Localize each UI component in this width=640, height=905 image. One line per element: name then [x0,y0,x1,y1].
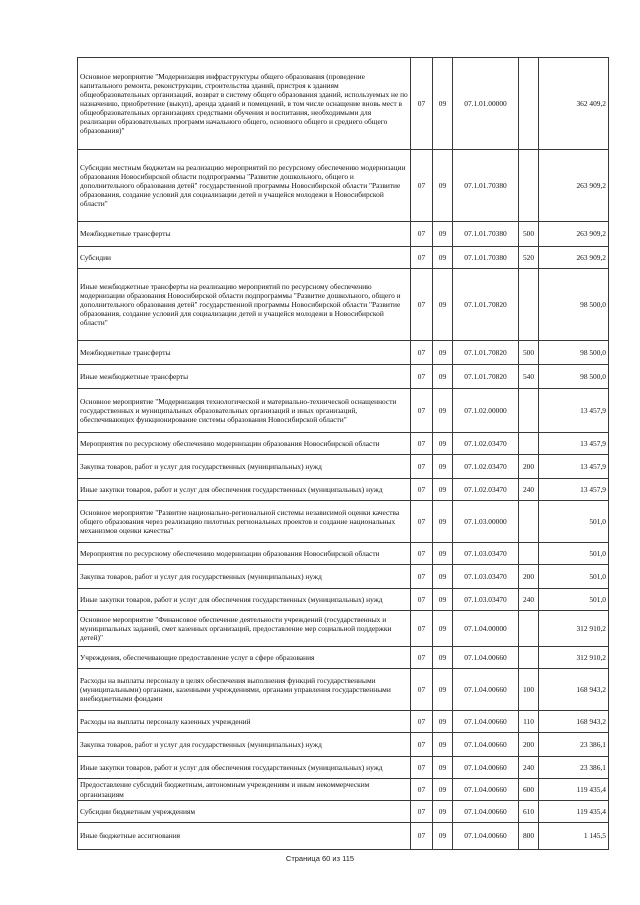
expense-type-code [519,150,539,222]
target-article-code: 07.1.04.00660 [453,647,519,669]
expense-type-code: 240 [519,589,539,611]
section-code: 07 [411,711,433,733]
table-row [78,341,609,365]
expense-type-code [519,58,539,150]
table-row [78,247,609,269]
section-code: 07 [411,669,433,711]
target-article-code: 07.1.01.70380 [453,247,519,269]
amount: 501,0 [539,589,609,611]
row-name: Иные закупки товаров, работ и услуг для обеспечения государственных (муниципальных) нужд [78,479,411,501]
amount: 98 500,0 [539,269,609,341]
table-row [78,479,609,501]
target-article-code: 07.1.04.00660 [453,757,519,779]
expense-type-code: 240 [519,757,539,779]
target-article-code: 07.1.01.00000 [453,58,519,150]
table-row [78,543,609,565]
expense-type-code [519,269,539,341]
row-name: Иные закупки товаров, работ и услуг для обеспечения государственных (муниципальных) нужд [78,589,411,611]
table-row [78,150,609,222]
expense-type-code: 110 [519,711,539,733]
target-article-code: 07.1.03.03470 [453,543,519,565]
row-name: Закупка товаров, работ и услуг для государственных (муниципальных) нужд [78,565,411,589]
table-row [78,669,609,711]
expense-type-code: 200 [519,455,539,479]
table-row [78,647,609,669]
section-code: 07 [411,479,433,501]
table-row [78,611,609,647]
row-name: Межбюджетные трансферты [78,222,411,247]
amount: 501,0 [539,543,609,565]
section-code: 07 [411,365,433,389]
section-code: 07 [411,757,433,779]
section-code: 07 [411,341,433,365]
expense-type-code [519,501,539,543]
row-name: Расходы на выплаты персоналу в целях обеспечения выполнения функций государственными (муниципальными) органами, казенными учреждениями, органами управления государственными внебюджетными фондами [78,669,411,711]
section-code: 07 [411,543,433,565]
subsection-code: 09 [433,501,453,543]
row-name: Мероприятия по ресурсному обеспечению модернизации образования Новосибирской области [78,543,411,565]
section-code: 07 [411,150,433,222]
row-name: Иные межбюджетные трансферты [78,365,411,389]
expense-type-code: 520 [519,247,539,269]
section-code: 07 [411,801,433,823]
row-name: Расходы на выплаты персоналу казенных учреждений [78,711,411,733]
section-code: 07 [411,433,433,455]
row-name: Субсидии местным бюджетам на реализацию мероприятий по ресурсному обеспечению модернизации образования Новосибирской области подпрограммы "Развитие дошкольного, общего и дополнительного образования детей" государственной программы Новосибирской области "Развитие образования, создание условий для социализации детей и учащейся молодежи в Новосибирской области" [78,150,411,222]
amount: 23 386,1 [539,733,609,757]
section-code: 07 [411,733,433,757]
target-article-code: 07.1.02.00000 [453,389,519,433]
target-article-code: 07.1.01.70380 [453,150,519,222]
target-article-code: 07.1.04.00660 [453,779,519,801]
table-row [78,222,609,247]
table-row [78,58,609,150]
subsection-code: 09 [433,757,453,779]
row-name: Мероприятия по ресурсному обеспечению модернизации образования Новосибирской области [78,433,411,455]
table-row [78,269,609,341]
row-name: Иные закупки товаров, работ и услуг для обеспечения государственных (муниципальных) нужд [78,757,411,779]
target-article-code: 07.1.01.70820 [453,269,519,341]
target-article-code: 07.1.01.70380 [453,222,519,247]
subsection-code: 09 [433,269,453,341]
section-code: 07 [411,565,433,589]
table-row [78,801,609,823]
row-name: Основное мероприятие "Финансовое обеспечение деятельности учреждений (государственных и муниципальных заданий, смет казенных организаций, предоставление мер социальной поддержки детей)" [78,611,411,647]
expense-type-code: 200 [519,733,539,757]
target-article-code: 07.1.03.03470 [453,589,519,611]
expense-type-code: 200 [519,565,539,589]
expense-type-code: 240 [519,479,539,501]
amount: 263 909,2 [539,150,609,222]
amount: 1 145,5 [539,823,609,850]
expense-type-code [519,543,539,565]
row-name: Субсидии бюджетным учреждениям [78,801,411,823]
amount: 501,0 [539,501,609,543]
amount: 98 500,0 [539,341,609,365]
table-row [78,389,609,433]
expense-type-code [519,611,539,647]
table-row [78,433,609,455]
table-row [78,733,609,757]
subsection-code: 09 [433,543,453,565]
row-name: Предоставление субсидий бюджетным, автономным учреждениям и иным некоммерческим организациям [78,779,411,801]
subsection-code: 09 [433,150,453,222]
expense-type-code [519,389,539,433]
expense-type-code: 600 [519,779,539,801]
subsection-code: 09 [433,611,453,647]
row-name: Иные бюджетные ассигнования [78,823,411,850]
table-row [78,779,609,801]
amount: 312 910,2 [539,647,609,669]
budget-table [77,57,609,850]
subsection-code: 09 [433,222,453,247]
section-code: 07 [411,269,433,341]
target-article-code: 07.1.04.00660 [453,823,519,850]
table-row [78,711,609,733]
row-name: Закупка товаров, работ и услуг для государственных (муниципальных) нужд [78,455,411,479]
subsection-code: 09 [433,589,453,611]
subsection-code: 09 [433,801,453,823]
subsection-code: 09 [433,247,453,269]
target-article-code: 07.1.04.00660 [453,711,519,733]
section-code: 07 [411,222,433,247]
subsection-code: 09 [433,479,453,501]
expense-type-code: 500 [519,341,539,365]
expense-type-code: 100 [519,669,539,711]
subsection-code: 09 [433,733,453,757]
table-row [78,365,609,389]
section-code: 07 [411,247,433,269]
subsection-code: 09 [433,58,453,150]
amount: 23 386,1 [539,757,609,779]
section-code: 07 [411,823,433,850]
expense-type-code: 610 [519,801,539,823]
amount: 119 435,4 [539,779,609,801]
amount: 13 457,9 [539,455,609,479]
target-article-code: 07.1.02.03470 [453,479,519,501]
amount: 263 909,2 [539,222,609,247]
expense-type-code [519,647,539,669]
subsection-code: 09 [433,365,453,389]
subsection-code: 09 [433,433,453,455]
expense-type-code: 500 [519,222,539,247]
target-article-code: 07.1.02.03470 [453,455,519,479]
amount: 13 457,9 [539,433,609,455]
target-article-code: 07.1.03.00000 [453,501,519,543]
amount: 168 943,2 [539,669,609,711]
subsection-code: 09 [433,455,453,479]
amount: 168 943,2 [539,711,609,733]
target-article-code: 07.1.04.00660 [453,669,519,711]
target-article-code: 07.1.02.03470 [453,433,519,455]
amount: 13 457,9 [539,389,609,433]
table-row [78,565,609,589]
section-code: 07 [411,501,433,543]
row-name: Закупка товаров, работ и услуг для государственных (муниципальных) нужд [78,733,411,757]
row-name: Субсидии [78,247,411,269]
subsection-code: 09 [433,389,453,433]
row-name: Основное мероприятие "Модернизация инфраструктуры общего образования (проведение капитального ремонта, реконструкции, строительства зданий, пристроя к зданиям общеобразовательных организаций, возврат в систему общего образования зданий, используемых не по назначению, приобретение (выкуп), аренда зданий и помещений, в том числе оснащение вновь мест в общеобразовательных организациях средствами обучения и воспитания, необходимыми для реализации образовательных программ начального общего, основного общего и среднего общего образования)" [78,58,411,150]
target-article-code: 07.1.04.00660 [453,801,519,823]
amount: 119 435,4 [539,801,609,823]
row-name: Основное мероприятие "Развитие национально-региональной системы независимой оценки качества общего образования через реализацию пилотных региональных проектов и создание национальных механизмов оценки качества" [78,501,411,543]
section-code: 07 [411,779,433,801]
subsection-code: 09 [433,647,453,669]
amount: 312 910,2 [539,611,609,647]
section-code: 07 [411,589,433,611]
table-row [78,757,609,779]
target-article-code: 07.1.01.70820 [453,365,519,389]
section-code: 07 [411,455,433,479]
target-article-code: 07.1.03.03470 [453,565,519,589]
expense-type-code: 800 [519,823,539,850]
target-article-code: 07.1.01.70820 [453,341,519,365]
expense-type-code: 540 [519,365,539,389]
table-row [78,501,609,543]
target-article-code: 07.1.04.00000 [453,611,519,647]
section-code: 07 [411,611,433,647]
subsection-code: 09 [433,341,453,365]
page-number: Страница 60 из 115 [285,854,355,863]
row-name: Межбюджетные трансферты [78,341,411,365]
subsection-code: 09 [433,779,453,801]
section-code: 07 [411,389,433,433]
amount: 263 909,2 [539,247,609,269]
subsection-code: 09 [433,669,453,711]
section-code: 07 [411,58,433,150]
subsection-code: 09 [433,565,453,589]
subsection-code: 09 [433,711,453,733]
amount: 98 500,0 [539,365,609,389]
table-row [78,823,609,850]
section-code: 07 [411,647,433,669]
table-row [78,589,609,611]
row-name: Основное мероприятие "Модернизация технологической и материально-технической оснащенности государственных и муниципальных образовательных организаций и иных организаций, обеспечивающих функционирование системы образования Новосибирской области" [78,389,411,433]
row-name: Учреждения, обеспечивающие предоставление услуг в сфере образования [78,647,411,669]
amount: 362 409,2 [539,58,609,150]
table-row [78,455,609,479]
budget-table-body [78,58,609,850]
amount: 13 457,9 [539,479,609,501]
row-name: Иные межбюджетные трансферты на реализацию мероприятий по ресурсному обеспечению модернизации образования Новосибирской области подпрограммы "Развитие дошкольного, общего и дополнительного образования детей" государственной программы Новосибирской области "Развитие образования, создание условий для социализации детей и учащейся молодежи в Новосибирской области" [78,269,411,341]
amount: 501,0 [539,565,609,589]
target-article-code: 07.1.04.00660 [453,733,519,757]
subsection-code: 09 [433,823,453,850]
expense-type-code [519,433,539,455]
